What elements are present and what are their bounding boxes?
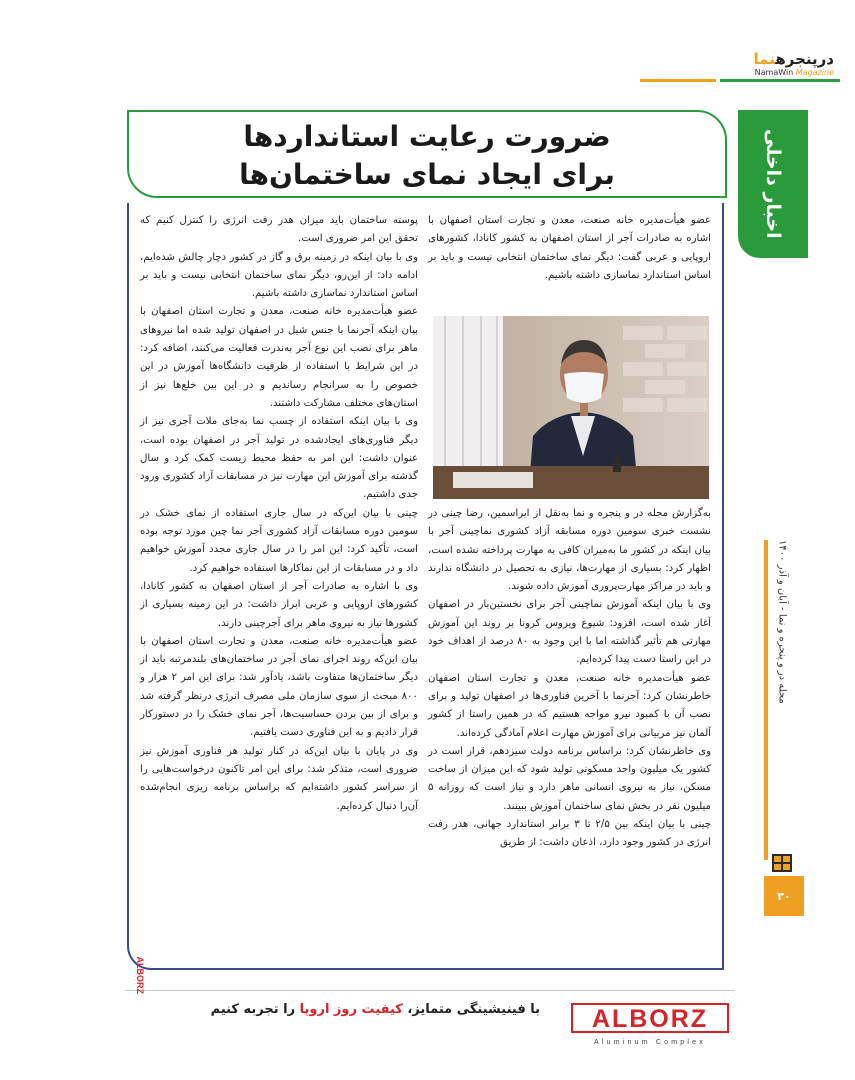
- sidebar-rule: [764, 540, 768, 860]
- paragraph: چینی با بیان این‌که در سال جاری استفاده از نمای خشک در سومین دوره مسابقات آزاد کشوری آجر نما چین مورد توجه بوده است، تأکید کرد: این امر را در سال جاری مجدد آموزش خواهیم داد و در مسابقات از این نماکارها استفاده خواهیم کرد.: [140, 507, 418, 574]
- section-tab-label: اخبار داخلی: [762, 129, 784, 239]
- sub-magazine: Magazine: [795, 68, 834, 77]
- ad-divider: [125, 990, 735, 991]
- paragraph: چینی با بیان اینکه بین ۲/۵ تا ۳ برابر استاندارد جهانی، هدر رفت انرژی در کشور وجود دارد، اذعان داشت: از طریق: [428, 819, 712, 849]
- magazine-sub-brand: [755, 68, 834, 77]
- slogan-post: را تجربه کنیم: [210, 1002, 300, 1017]
- photo-illustration: [433, 316, 709, 499]
- paragraph: وی خاطرنشان کرد: براساس برنامه دولت سیزدهم، قرار است در کشور یک میلیون واحد مسکونی تولید شود که این میزان از ساخت مسکن، نیاز به نیروی انسانی ماهر دارد و نیاز است که روزانه ۵ میلیون نفر در بخش نمای ساختمان آموزش ببینند.: [428, 745, 711, 812]
- paragraph: عضو هیأت‌مدیره خانه صنعت، معدن و تجارت استان اصفهان خاطرنشان کرد: آجرنما با آخرین فناوری‌ها در اصفهان تولید و برای نصب آن با کمبود نیرو مواجه هستیم که در همین راستا از کشور آلمان نیز مربیانی برای آموزش مهارت اعلام آمادگی کرده‌اند.: [428, 672, 711, 739]
- slogan-highlight: کیفیت روز اروپا: [299, 1002, 403, 1017]
- article-column-left: [140, 212, 418, 816]
- paragraph: وی با اشاره به صادرات آجر از استان اصفهان به کشور کانادا، کشورهای اروپایی و عربی ابراز داشت: در این زمینه بسیاری از کشورها نیاز به نیروی ماهر برای آجرچینی دارند.: [140, 580, 418, 629]
- magazine-logo: [754, 50, 834, 68]
- ad-slogan: [180, 1002, 540, 1017]
- paragraph: وی در پایان با بیان این‌که در کنار تولید هر فناوری آموزش نیز ضروری است، متذکر شد: برای این امر تاکنون درخواست‌هایی را از سراسر کشور داشته‌ایم که براساس برنامه ریزی انجام‌شده آن‌را دنبال کرده‌ایم.: [140, 745, 418, 812]
- section-tab: [738, 110, 808, 258]
- paragraph: عضو هیأت‌مدیره خانه صنعت، معدن و تجارت استان اصفهان با اشاره به صادرات آجر از استان اصفهان به کشور کانادا، کشورهای اروپایی و عربی گفت: دیگر نمای ساختمان انتخابی نیست و باید بر اساس استاندارد نماسازی داشته باشیم.: [428, 215, 711, 281]
- logo-accent: نما: [753, 50, 776, 68]
- paragraph: وی با بیان اینکه استفاده از چسب نما به‌جای ملات آجری نیز از دیگر فناوری‌های ایجادشده در تولید آجر در اصفهان بوده است، عنوان داشت: این امر به حفظ محیط زیست کمک کرد و سال گذشته برای آموزش این مهارت نیز در مسابقات آزاد کشوری ورود جدی داشتیم.: [140, 416, 418, 501]
- paragraph: وی با بیان اینکه آموزش نماچینی آجر برای نخستین‌بار در اصفهان آغاز شده است، افزود: شیوع ویروس کرونا بر روند این آموزش مهارتی هم تأثیر گذاشته اما با این وجود به ۸۰ درصد از اهداف خود در این راستا دست پیدا کرده‌ایم.: [428, 599, 711, 666]
- alborz-logo: [570, 1002, 730, 1048]
- magazine-info-label: مجله در و پنجره و نما - آبان و آذر ۱۴۰۰: [776, 540, 788, 704]
- article-column-right-top: [428, 212, 711, 285]
- article-title-box: [127, 110, 727, 198]
- article-column-right-bottom: [428, 505, 711, 853]
- slogan-pre: با فینیشینگی متمایز،: [402, 1002, 540, 1017]
- paragraph: عضو هیأت‌مدیره خانه صنعت، معدن و تجارت استان اصفهان با بیان این‌که روند اجرای نمای آجر در ساختمان‌های بلندمرتبه باید از دیگر ساختمان‌ها متفاوت باشد، یادآور شد: برای این امر ۲ هزار و ۸۰۰ مبحث از سوی سازمان ملی مصرف انرژی درنظر گرفته شد و برای از بین بردن حساسیت‌ها، آجر نمای خشک را در دستورکار قرار دادیم و به این فناوری دست یافتیم.: [140, 635, 418, 739]
- alborz-logo-sub: Aluminum Complex: [594, 1039, 706, 1046]
- paragraph: عضو هیأت‌مدیره خانه صنعت، معدن و تجارت استان اصفهان با بیان اینکه آجرنما با جنس شیل در اصفهان تولید شده اما نیروهای ماهر برای نصب این نوع آجر به‌ندرت فعالیت می‌کنند، اضافه کرد: در این شرایط با استفاده از ظرفیت دانشگاه‌ها آموزش در این خصوص را به سرانجام رساندیم و در این بین خلع‌ها نیز از استان‌های مختلف مشارکت داشتند.: [140, 306, 418, 409]
- title-line-1: ضرورت رعایت استانداردها: [243, 120, 611, 153]
- paragraph: وی با بیان اینکه در زمینه برق و گاز در کشور دچار چالش شده‌ایم، ادامه داد: از این‌رو، دیگر نمای ساختمان انتخابی نیست و باید بر اساس استاندارد نماسازی داشته باشیم.: [140, 251, 418, 300]
- masthead: [640, 50, 840, 80]
- logo-main: درپنجره: [775, 50, 834, 68]
- paragraph: پوسته ساختمان باید میزان هدر رفت انرژی را کنترل کنیم که تحقق این امر ضروری است.: [140, 215, 418, 245]
- title-line-2: برای ایجاد نمای ساختمان‌ها: [239, 158, 615, 191]
- magazine-info: [770, 540, 794, 840]
- masthead-rule: [640, 79, 840, 82]
- vertical-alborz-logo: [127, 956, 145, 1062]
- article-photo: [433, 316, 709, 499]
- alborz-logo-text: ALBORZ: [591, 1005, 709, 1033]
- window-icon: [770, 852, 794, 874]
- sub-brand: NamaWin: [754, 68, 794, 77]
- page-number: ۳۰: [764, 876, 804, 916]
- vertical-brand-text: ALBORZ: [135, 956, 145, 994]
- paragraph: به‌گزارش مجله در و پنجره و نما به‌نقل از ایراسمین، رضا چینی در نشست خبری سومین دوره مسابقه آزاد کشوری نماچینی آجر با بیان اینکه در کشور ما به‌میزان کافی به مهارت پرداخته نشده است، اظهار کرد: بسیاری از مهارت‌ها، نیازی به تحصیل در دانشگاه ندارند و باید در مراکز مهارت‌پروری آموزش داده شوند.: [428, 508, 711, 593]
